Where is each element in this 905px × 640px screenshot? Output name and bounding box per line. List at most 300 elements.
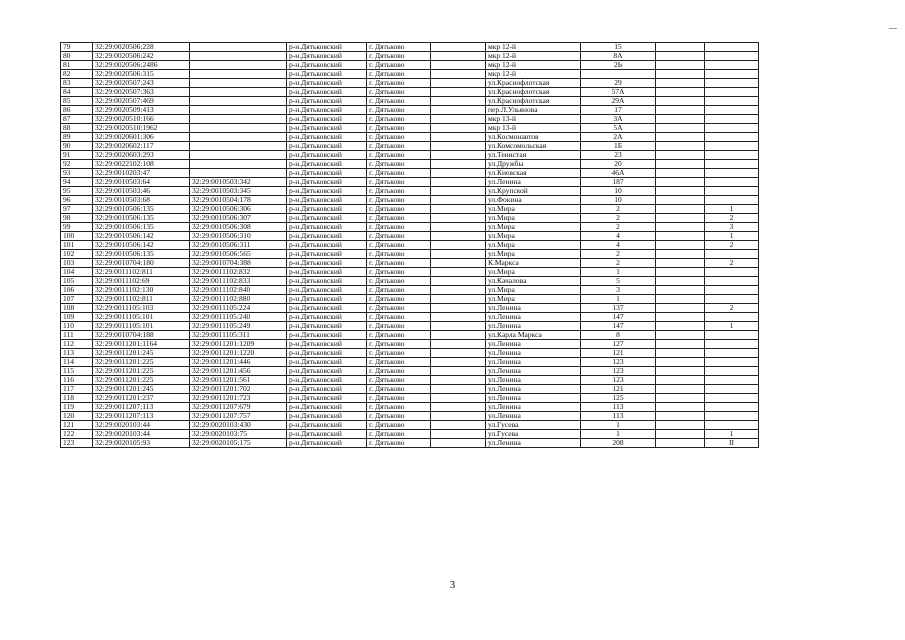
unit-cell <box>705 115 759 124</box>
row-number-cell: 108 <box>61 304 93 313</box>
building-number-cell: 32:29:0011105:224 <box>190 304 287 313</box>
district-cell: р-н.Дятьковский <box>287 259 367 268</box>
table-row <box>61 304 759 313</box>
blank-cell <box>431 340 486 349</box>
house-number-cell: 2А <box>581 133 656 142</box>
blank-cell <box>431 151 486 160</box>
house-number-cell: 2 <box>581 250 656 259</box>
unit-cell <box>705 358 759 367</box>
blank-cell <box>656 97 705 106</box>
city-cell: г. Дятьково <box>367 205 431 214</box>
city-cell: г. Дятьково <box>367 367 431 376</box>
blank-cell <box>656 106 705 115</box>
city-cell: г. Дятьково <box>367 286 431 295</box>
unit-cell <box>705 196 759 205</box>
city-cell: г. Дятьково <box>367 259 431 268</box>
house-number-cell <box>581 70 656 79</box>
table-row <box>61 349 759 358</box>
blank-cell <box>656 151 705 160</box>
cadastral-number-cell: 32:29:0022102:108 <box>93 160 190 169</box>
blank-cell <box>431 70 486 79</box>
table-row <box>61 313 759 322</box>
district-cell: р-н.Дятьковский <box>287 394 367 403</box>
city-cell: г. Дятьково <box>367 115 431 124</box>
table-row <box>61 79 759 88</box>
city-cell: г. Дятьково <box>367 160 431 169</box>
blank-cell <box>656 394 705 403</box>
building-number-cell: 32:29:0020103:75 <box>190 430 287 439</box>
street-cell: ул.Тенистая <box>486 151 581 160</box>
city-cell: г. Дятьково <box>367 439 431 448</box>
cadastral-number-cell: 32:29:0011105:101 <box>93 313 190 322</box>
district-cell: р-н.Дятьковский <box>287 205 367 214</box>
row-number-cell: 106 <box>61 286 93 295</box>
city-cell: г. Дятьково <box>367 124 431 133</box>
unit-cell <box>705 367 759 376</box>
district-cell: р-н.Дятьковский <box>287 160 367 169</box>
district-cell: р-н.Дятьковский <box>287 376 367 385</box>
house-number-cell: 123 <box>581 376 656 385</box>
house-number-cell: 125 <box>581 394 656 403</box>
city-cell: г. Дятьково <box>367 385 431 394</box>
cadastral-number-cell: 32:29:0011201:1164 <box>93 340 190 349</box>
blank-cell <box>431 223 486 232</box>
blank-cell <box>656 259 705 268</box>
unit-cell: II <box>705 439 759 448</box>
blank-cell <box>656 367 705 376</box>
district-cell: р-н.Дятьковский <box>287 367 367 376</box>
district-cell: р-н.Дятьковский <box>287 421 367 430</box>
district-cell: р-н.Дятьковский <box>287 313 367 322</box>
blank-cell <box>431 412 486 421</box>
city-cell: г. Дятьково <box>367 79 431 88</box>
blank-cell <box>431 115 486 124</box>
blank-cell <box>431 205 486 214</box>
city-cell: г. Дятьково <box>367 151 431 160</box>
cadastral-number-cell: 32:29:0011102:130 <box>93 286 190 295</box>
street-cell: ул.Ленина <box>486 394 581 403</box>
cadastral-number-cell: 32:29:0020509:413 <box>93 106 190 115</box>
building-number-cell: 32:29:0020103:430 <box>190 421 287 430</box>
city-cell: г. Дятьково <box>367 214 431 223</box>
street-cell: ул.Краснофлотская <box>486 79 581 88</box>
row-number-cell: 115 <box>61 367 93 376</box>
cadastral-number-cell: 32:29:0011201:225 <box>93 367 190 376</box>
table-row <box>61 178 759 187</box>
unit-cell <box>705 412 759 421</box>
street-cell: ул.Ленина <box>486 313 581 322</box>
blank-cell <box>656 205 705 214</box>
table-row <box>61 169 759 178</box>
house-number-cell: 2 <box>581 214 656 223</box>
street-cell: ул.Мира <box>486 205 581 214</box>
city-cell: г. Дятьково <box>367 142 431 151</box>
unit-cell: 2 <box>705 304 759 313</box>
blank-cell <box>656 43 705 52</box>
building-number-cell <box>190 61 287 70</box>
row-number-cell: 94 <box>61 178 93 187</box>
house-number-cell: 1 <box>581 295 656 304</box>
city-cell: г. Дятьково <box>367 241 431 250</box>
blank-cell <box>431 214 486 223</box>
row-number-cell: 80 <box>61 52 93 61</box>
street-cell: ул.Гусева <box>486 430 581 439</box>
street-cell: К.Маркса <box>486 259 581 268</box>
building-number-cell: 32:29:0011105:240 <box>190 313 287 322</box>
blank-cell <box>431 43 486 52</box>
street-cell: ул.Ленина <box>486 178 581 187</box>
table-row <box>61 97 759 106</box>
blank-cell <box>656 403 705 412</box>
unit-cell <box>705 268 759 277</box>
unit-cell <box>705 88 759 97</box>
city-cell: г. Дятьково <box>367 88 431 97</box>
district-cell: р-н.Дятьковский <box>287 142 367 151</box>
blank-cell <box>431 52 486 61</box>
blank-cell <box>656 412 705 421</box>
table-row <box>61 322 759 331</box>
table-row <box>61 115 759 124</box>
street-cell: ул.Мира <box>486 232 581 241</box>
blank-cell <box>656 160 705 169</box>
blank-cell <box>431 160 486 169</box>
street-cell: ул.Мира <box>486 223 581 232</box>
district-cell: р-н.Дятьковский <box>287 286 367 295</box>
blank-cell <box>431 142 486 151</box>
blank-cell <box>656 196 705 205</box>
building-number-cell: 32:29:0010506:306 <box>190 205 287 214</box>
table-row <box>61 151 759 160</box>
district-cell: р-н.Дятьковский <box>287 430 367 439</box>
district-cell: р-н.Дятьковский <box>287 295 367 304</box>
district-cell: р-н.Дятьковский <box>287 124 367 133</box>
blank-cell <box>431 97 486 106</box>
blank-cell <box>431 322 486 331</box>
building-number-cell: 32:29:0011102:833 <box>190 277 287 286</box>
city-cell: г. Дятьково <box>367 178 431 187</box>
table-row <box>61 430 759 439</box>
city-cell: г. Дятьково <box>367 223 431 232</box>
blank-cell <box>656 70 705 79</box>
register-table-body <box>61 43 759 448</box>
unit-cell: 2 <box>705 241 759 250</box>
unit-cell: 3 <box>705 223 759 232</box>
street-cell: пер.Л.Ульянова <box>486 106 581 115</box>
city-cell: г. Дятьково <box>367 394 431 403</box>
cadastral-number-cell: 32:29:0010503:68 <box>93 196 190 205</box>
unit-cell <box>705 250 759 259</box>
cadastral-number-cell: 32:29:0011102:69 <box>93 277 190 286</box>
district-cell: р-н.Дятьковский <box>287 187 367 196</box>
unit-cell <box>705 124 759 133</box>
cadastral-number-cell: 32:29:0010704:180 <box>93 259 190 268</box>
blank-cell <box>656 304 705 313</box>
row-number-cell: 82 <box>61 70 93 79</box>
house-number-cell: 208 <box>581 439 656 448</box>
row-number-cell: 120 <box>61 412 93 421</box>
row-number-cell: 81 <box>61 61 93 70</box>
unit-cell <box>705 160 759 169</box>
unit-cell <box>705 133 759 142</box>
row-number-cell: 86 <box>61 106 93 115</box>
table-row <box>61 394 759 403</box>
building-number-cell: 32:29:0011201:1220 <box>190 349 287 358</box>
blank-cell <box>656 322 705 331</box>
unit-cell <box>705 394 759 403</box>
street-cell: ул.Ленина <box>486 349 581 358</box>
row-number-cell: 105 <box>61 277 93 286</box>
cadastral-number-cell: 32:29:0011207:113 <box>93 412 190 421</box>
unit-cell <box>705 313 759 322</box>
district-cell: р-н.Дятьковский <box>287 106 367 115</box>
cadastral-number-cell: 32:29:0011201:237 <box>93 394 190 403</box>
unit-cell: 1 <box>705 430 759 439</box>
table-row <box>61 403 759 412</box>
row-number-cell: 104 <box>61 268 93 277</box>
building-number-cell <box>190 133 287 142</box>
register-table <box>60 42 759 448</box>
blank-cell <box>431 439 486 448</box>
unit-cell <box>705 340 759 349</box>
building-number-cell <box>190 79 287 88</box>
district-cell: р-н.Дятьковский <box>287 322 367 331</box>
house-number-cell: 17 <box>581 106 656 115</box>
building-number-cell: 32:29:0011201:456 <box>190 367 287 376</box>
district-cell: р-н.Дятьковский <box>287 151 367 160</box>
blank-cell <box>656 250 705 259</box>
house-number-cell: 1Б <box>581 142 656 151</box>
building-number-cell: 32:29:0011207:757 <box>190 412 287 421</box>
building-number-cell: 32:29:0011207:679 <box>190 403 287 412</box>
blank-cell <box>656 286 705 295</box>
cadastral-number-cell: 32:29:0010506:135 <box>93 250 190 259</box>
house-number-cell: 127 <box>581 340 656 349</box>
unit-cell <box>705 169 759 178</box>
street-cell: ул.Комсомольская <box>486 142 581 151</box>
house-number-cell: 20 <box>581 160 656 169</box>
house-number-cell: 147 <box>581 322 656 331</box>
cadastral-number-cell: 32:29:0020507:243 <box>93 79 190 88</box>
table-row <box>61 241 759 250</box>
city-cell: г. Дятьково <box>367 376 431 385</box>
city-cell: г. Дятьково <box>367 295 431 304</box>
building-number-cell <box>190 151 287 160</box>
city-cell: г. Дятьково <box>367 61 431 70</box>
blank-cell <box>431 106 486 115</box>
table-row <box>61 52 759 61</box>
blank-cell <box>656 214 705 223</box>
blank-cell <box>431 133 486 142</box>
house-number-cell: 147 <box>581 313 656 322</box>
cadastral-number-cell: 32:29:0020507:469 <box>93 97 190 106</box>
district-cell: р-н.Дятьковский <box>287 304 367 313</box>
city-cell: г. Дятьково <box>367 322 431 331</box>
district-cell: р-н.Дятьковский <box>287 178 367 187</box>
street-cell: ул.Мира <box>486 241 581 250</box>
unit-cell <box>705 142 759 151</box>
cadastral-number-cell: 32:29:0011201:225 <box>93 376 190 385</box>
city-cell: г. Дятьково <box>367 133 431 142</box>
unit-cell <box>705 403 759 412</box>
blank-cell <box>431 124 486 133</box>
house-number-cell: 15 <box>581 43 656 52</box>
unit-cell: 1 <box>705 322 759 331</box>
building-number-cell: 32:29:0011201:561 <box>190 376 287 385</box>
blank-cell <box>656 187 705 196</box>
street-cell: ул.Ленина <box>486 322 581 331</box>
row-number-cell: 109 <box>61 313 93 322</box>
row-number-cell: 113 <box>61 349 93 358</box>
cadastral-number-cell: 32:29:0011105:101 <box>93 322 190 331</box>
building-number-cell: 32:29:0011102:840 <box>190 286 287 295</box>
cadastral-number-cell: 32:29:0020105:93 <box>93 439 190 448</box>
street-cell: ул.Ленина <box>486 340 581 349</box>
district-cell: р-н.Дятьковский <box>287 115 367 124</box>
district-cell: р-н.Дятьковский <box>287 133 367 142</box>
district-cell: р-н.Дятьковский <box>287 196 367 205</box>
blank-cell <box>656 79 705 88</box>
district-cell: р-н.Дятьковский <box>287 223 367 232</box>
row-number-cell: 95 <box>61 187 93 196</box>
city-cell: г. Дятьково <box>367 349 431 358</box>
unit-cell <box>705 70 759 79</box>
district-cell: р-н.Дятьковский <box>287 52 367 61</box>
blank-cell <box>656 178 705 187</box>
blank-cell <box>431 376 486 385</box>
street-cell: ул.Мира <box>486 268 581 277</box>
unit-cell <box>705 79 759 88</box>
cadastral-number-cell: 32:29:0010503:46 <box>93 187 190 196</box>
row-number-cell: 110 <box>61 322 93 331</box>
blank-cell <box>656 340 705 349</box>
house-number-cell: 29А <box>581 97 656 106</box>
street-cell: ул.Краснофлотская <box>486 88 581 97</box>
street-cell: ул.Карла Маркса <box>486 331 581 340</box>
row-number-cell: 85 <box>61 97 93 106</box>
blank-cell <box>431 286 486 295</box>
building-number-cell: 32:29:0010506:308 <box>190 223 287 232</box>
blank-cell <box>431 196 486 205</box>
building-number-cell: 32:29:0010506:565 <box>190 250 287 259</box>
district-cell: р-н.Дятьковский <box>287 439 367 448</box>
row-number-cell: 116 <box>61 376 93 385</box>
table-row <box>61 367 759 376</box>
blank-cell <box>431 313 486 322</box>
city-cell: г. Дятьково <box>367 331 431 340</box>
district-cell: р-н.Дятьковский <box>287 412 367 421</box>
house-number-cell: 121 <box>581 385 656 394</box>
building-number-cell: 32:29:0010503:342 <box>190 178 287 187</box>
row-number-cell: 111 <box>61 331 93 340</box>
unit-cell: 2 <box>705 214 759 223</box>
building-number-cell <box>190 70 287 79</box>
house-number-cell: 10 <box>581 196 656 205</box>
unit-cell: 1 <box>705 205 759 214</box>
row-number-cell: 121 <box>61 421 93 430</box>
house-number-cell: 2 <box>581 259 656 268</box>
blank-cell <box>431 295 486 304</box>
unit-cell <box>705 376 759 385</box>
house-number-cell: 46А <box>581 169 656 178</box>
house-number-cell: 5 <box>581 277 656 286</box>
blank-cell <box>431 421 486 430</box>
table-row <box>61 142 759 151</box>
row-number-cell: 119 <box>61 403 93 412</box>
blank-cell <box>656 61 705 70</box>
blank-cell <box>431 259 486 268</box>
row-number-cell: 99 <box>61 223 93 232</box>
blank-cell <box>431 304 486 313</box>
district-cell: р-н.Дятьковский <box>287 250 367 259</box>
house-number-cell: 123 <box>581 358 656 367</box>
district-cell: р-н.Дятьковский <box>287 241 367 250</box>
blank-cell <box>656 124 705 133</box>
cadastral-number-cell: 32:29:0020506:242 <box>93 52 190 61</box>
district-cell: р-н.Дятьковский <box>287 268 367 277</box>
street-cell: ул.Мира <box>486 286 581 295</box>
table-row <box>61 196 759 205</box>
blank-cell <box>431 79 486 88</box>
table-row <box>61 43 759 52</box>
cadastral-number-cell: 32:29:0020510:1962 <box>93 124 190 133</box>
street-cell: мкр 12-й <box>486 61 581 70</box>
blank-cell <box>431 403 486 412</box>
street-cell: ул.Гусева <box>486 421 581 430</box>
table-row <box>61 286 759 295</box>
building-number-cell: 32:29:0010704:388 <box>190 259 287 268</box>
city-cell: г. Дятьково <box>367 250 431 259</box>
city-cell: г. Дятьково <box>367 304 431 313</box>
unit-cell <box>705 151 759 160</box>
street-cell: ул.Мира <box>486 214 581 223</box>
district-cell: р-н.Дятьковский <box>287 61 367 70</box>
row-number-cell: 90 <box>61 142 93 151</box>
table-row <box>61 331 759 340</box>
row-number-cell: 117 <box>61 385 93 394</box>
building-number-cell <box>190 97 287 106</box>
city-cell: г. Дятьково <box>367 187 431 196</box>
scan-mark <box>889 28 897 29</box>
row-number-cell: 114 <box>61 358 93 367</box>
blank-cell <box>656 142 705 151</box>
table-row <box>61 160 759 169</box>
unit-cell <box>705 331 759 340</box>
district-cell: р-н.Дятьковский <box>287 340 367 349</box>
city-cell: г. Дятьково <box>367 412 431 421</box>
table-row <box>61 277 759 286</box>
city-cell: г. Дятьково <box>367 340 431 349</box>
district-cell: р-н.Дятьковский <box>287 349 367 358</box>
city-cell: г. Дятьково <box>367 430 431 439</box>
unit-cell <box>705 385 759 394</box>
blank-cell <box>656 133 705 142</box>
blank-cell <box>431 367 486 376</box>
house-number-cell: 4 <box>581 232 656 241</box>
district-cell: р-н.Дятьковский <box>287 169 367 178</box>
building-number-cell: 32:29:0011102:880 <box>190 295 287 304</box>
house-number-cell: 1 <box>581 430 656 439</box>
street-cell: мкр 13-й <box>486 124 581 133</box>
row-number-cell: 84 <box>61 88 93 97</box>
house-number-cell: 2 <box>581 205 656 214</box>
house-number-cell: 3 <box>581 286 656 295</box>
row-number-cell: 91 <box>61 151 93 160</box>
blank-cell <box>431 385 486 394</box>
building-number-cell: 32:29:0010503:345 <box>190 187 287 196</box>
district-cell: р-н.Дятьковский <box>287 232 367 241</box>
table-row <box>61 61 759 70</box>
blank-cell <box>431 250 486 259</box>
